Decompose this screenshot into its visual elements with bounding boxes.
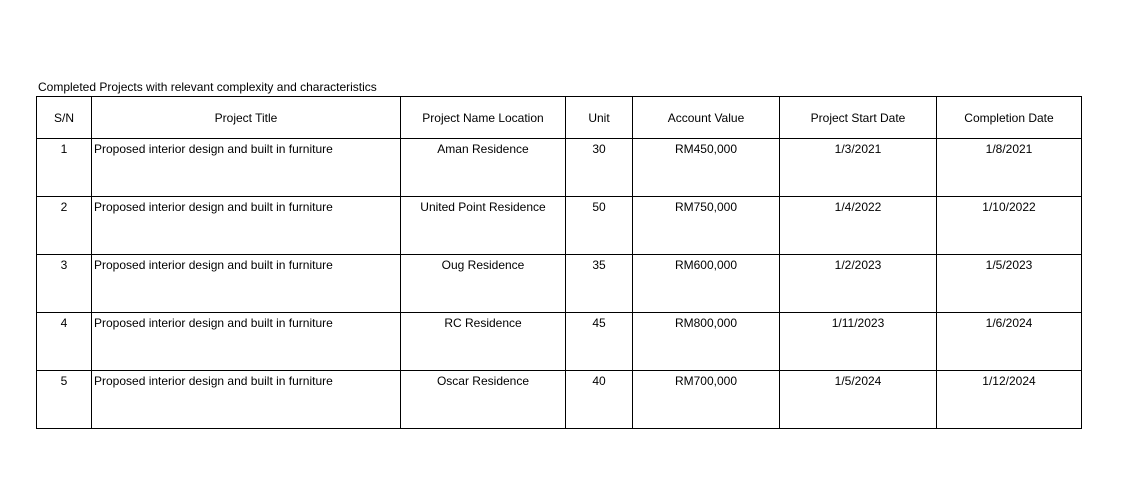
header-completion-date: Completion Date (937, 97, 1082, 139)
cell-account-value: RM600,000 (633, 255, 780, 313)
header-project-start-date: Project Start Date (780, 97, 937, 139)
cell-project-title: Proposed interior design and built in furniture (92, 139, 401, 197)
cell-completion-date: 1/10/2022 (937, 197, 1082, 255)
cell-unit: 35 (566, 255, 633, 313)
cell-sn: 3 (37, 255, 92, 313)
cell-project-start-date: 1/5/2024 (780, 371, 937, 429)
cell-completion-date: 1/8/2021 (937, 139, 1082, 197)
cell-sn: 4 (37, 313, 92, 371)
cell-project-name-location: Oscar Residence (401, 371, 566, 429)
cell-project-name-location: Oug Residence (401, 255, 566, 313)
cell-unit: 45 (566, 313, 633, 371)
header-row (37, 97, 1082, 139)
cell-completion-date: 1/12/2024 (937, 371, 1082, 429)
cell-project-title: Proposed interior design and built in furniture (92, 197, 401, 255)
header-project-title: Project Title (92, 97, 401, 139)
cell-project-title: Proposed interior design and built in furniture (92, 313, 401, 371)
cell-account-value: RM800,000 (633, 313, 780, 371)
cell-project-start-date: 1/3/2021 (780, 139, 937, 197)
cell-unit: 50 (566, 197, 633, 255)
table-row (37, 197, 1082, 255)
header-sn: S/N (37, 97, 92, 139)
cell-unit: 30 (566, 139, 633, 197)
cell-project-name-location: RC Residence (401, 313, 566, 371)
cell-project-title: Proposed interior design and built in furniture (92, 371, 401, 429)
cell-unit: 40 (566, 371, 633, 429)
cell-sn: 5 (37, 371, 92, 429)
cell-project-start-date: 1/11/2023 (780, 313, 937, 371)
cell-account-value: RM450,000 (633, 139, 780, 197)
cell-project-title: Proposed interior design and built in furniture (92, 255, 401, 313)
table-row (37, 371, 1082, 429)
table-row (37, 139, 1082, 197)
table-row (37, 313, 1082, 371)
cell-sn: 1 (37, 139, 92, 197)
header-account-value: Account Value (633, 97, 780, 139)
cell-account-value: RM700,000 (633, 371, 780, 429)
table-caption: Completed Projects with relevant complexity and characteristics (38, 80, 377, 94)
cell-account-value: RM750,000 (633, 197, 780, 255)
cell-project-start-date: 1/2/2023 (780, 255, 937, 313)
cell-completion-date: 1/5/2023 (937, 255, 1082, 313)
cell-project-start-date: 1/4/2022 (780, 197, 937, 255)
cell-completion-date: 1/6/2024 (937, 313, 1082, 371)
cell-project-name-location: United Point Residence (401, 197, 566, 255)
header-project-name-location: Project Name Location (401, 97, 566, 139)
header-unit: Unit (566, 97, 633, 139)
completed-projects-table (36, 96, 1082, 429)
cell-sn: 2 (37, 197, 92, 255)
cell-project-name-location: Aman Residence (401, 139, 566, 197)
table-row (37, 255, 1082, 313)
